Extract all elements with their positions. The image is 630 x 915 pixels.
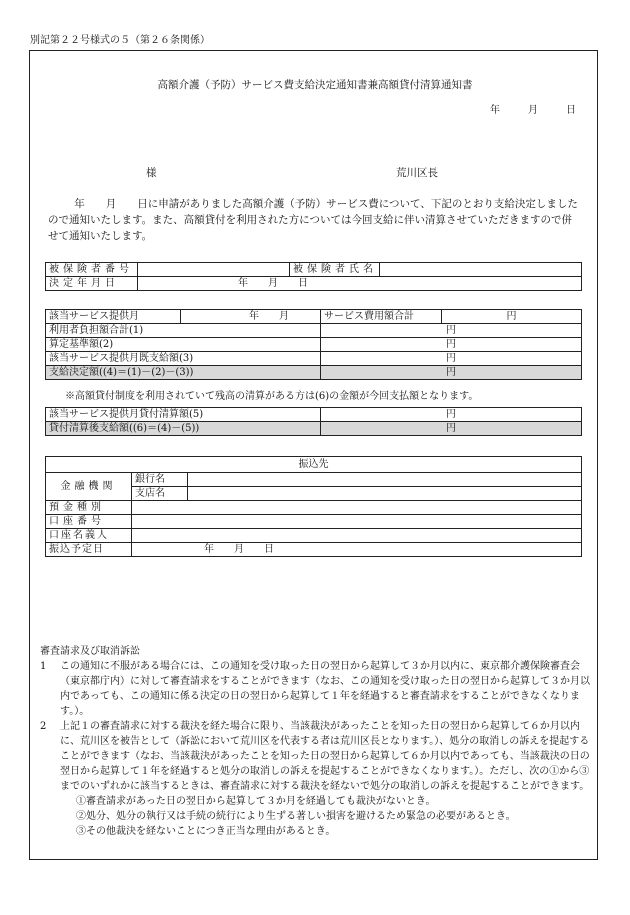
table-row-label: 該当サービス提供月既支給額(3): [46, 352, 321, 366]
bank-name-field[interactable]: [188, 473, 582, 487]
appeal-notes: [40, 644, 590, 839]
loan-note: ※高額貸付制度を利用されていて残高の清算がある方は(6)の金額が今回支払額となります。: [65, 391, 479, 402]
account-type-field[interactable]: [132, 501, 582, 515]
transfer-header: 振込先: [46, 457, 582, 473]
issue-date-month: 月: [528, 105, 538, 116]
list-item-number: 1: [40, 661, 47, 672]
account-holder-field[interactable]: [132, 529, 582, 543]
branch-name-label: 支店名: [132, 487, 188, 501]
table-row-label: 支給決定額((4)＝(1)－(2)－(3)): [46, 366, 321, 380]
table-row-label: 該当サービス提供月貸付清算額(5): [46, 408, 321, 422]
recipient-suffix: 様: [146, 167, 157, 179]
table-row-amount[interactable]: 円: [321, 408, 582, 422]
list-item: [40, 719, 590, 794]
issue-date-day: 日: [566, 105, 576, 116]
table-row-amount[interactable]: 円: [321, 324, 582, 338]
body-text: 年 月 日に申請がありました高額介護（予防）サービス費について、下記のとおり支給決定しましたので通知いたします。また、高額貸付を利用された方については今回支給に伴い清算させていただきますので併せて通知いたします。: [48, 198, 578, 242]
insured-number-label: 被保険者番号: [46, 263, 138, 277]
table-row-label: 貸付清算後支給額((6)＝(4)－(5)): [46, 422, 321, 436]
appeal-heading: 審査請求及び取消訴訟: [40, 646, 140, 657]
branch-name-field[interactable]: [188, 487, 582, 501]
account-number-field[interactable]: [132, 515, 582, 529]
service-total-label: サービス費用額合計: [321, 310, 442, 324]
service-month-field[interactable]: 年 月: [181, 310, 321, 324]
table-row-amount[interactable]: 円: [321, 366, 582, 380]
account-holder-label: 口座名義人: [46, 529, 132, 543]
issue-date-year: 年: [490, 105, 500, 116]
insured-info-table: [45, 262, 582, 291]
table-row-amount[interactable]: 円: [321, 352, 582, 366]
sub-item: ③その他裁決を経ないことにつき正当な理由があるとき。: [76, 826, 336, 837]
bank-name-label: 銀行名: [132, 473, 188, 487]
service-total-field[interactable]: 円: [442, 310, 582, 324]
institution-label: 金融機関: [46, 473, 132, 501]
table-row-amount[interactable]: 円: [321, 422, 582, 436]
loan-table: [45, 407, 582, 436]
list-item: [40, 659, 590, 719]
insured-number-field[interactable]: [138, 263, 290, 277]
table-row-label: 利用者負担額合計(1): [46, 324, 321, 338]
list-item-text: 上記１の審査請求に対する裁決を経た場合に限り、当該裁決があったことを知った日の翌日から起算して６か月以内に、荒川区を被告として（訴訟において荒川区を代表する者は荒川区長となります。）、処分の取消しの訴えを提起することができます（なお、当該裁決があったことを知った日の翌日から起算して６か月以内であっても、当該裁決の日の翌日から起算して１年を経過すると処分の取消しの訴えを提起することができなくなります。）。ただし、次の①から③までのいずれかに該当するときは、審査請求に対する裁決を経ないで処分の取消しの訴えを提起することができます。: [60, 721, 590, 792]
table-row-label: 算定基準額(2): [46, 338, 321, 352]
service-table: [45, 309, 582, 380]
sub-item: ①審査請求があった日の翌日から起算して３か月を経過しても裁決がないとき。: [76, 796, 436, 807]
decision-date-label: 決定年月日: [46, 277, 138, 291]
list-item-text: この通知に不服がある場合には、この通知を受け取った日の翌日から起算して３か月以内に、東京都介護保険審査会（東京都庁内）に対して審査請求をすることができます（なお、この通知を受け取った日の翌日から起算して３か月以内であっても、この通知に係る決定の日の翌日から起算して１年を経過すると審査請求をすることができなくなります。）。: [60, 661, 590, 717]
table-row-amount[interactable]: 円: [321, 338, 582, 352]
scheduled-date-label: 振込予定日: [46, 543, 132, 557]
sub-item: ②処分、処分の執行又は手続の続行により生ずる著しい損害を避けるため緊急の必要があるとき。: [76, 811, 516, 822]
document-title: 高額介護（予防）サービス費支給決定通知書兼高額貸付清算通知書: [157, 79, 473, 91]
scheduled-date-field[interactable]: 年 月 日: [132, 543, 582, 557]
decision-date-field[interactable]: 年 月 日: [138, 277, 582, 291]
transfer-table: [45, 456, 582, 557]
account-type-label: 預金種別: [46, 501, 132, 515]
issuer-name: 荒川区長: [396, 167, 438, 179]
insured-name-field[interactable]: [380, 263, 582, 277]
insured-name-label: 被保険者氏名: [290, 263, 380, 277]
service-month-label: 該当サービス提供月: [46, 310, 181, 324]
form-reference: 別記第２２号様式の５（第２６条関係）: [30, 35, 210, 46]
body-paragraph: [48, 196, 578, 244]
list-item-number: 2: [40, 721, 47, 732]
account-number-label: 口座番号: [46, 515, 132, 529]
